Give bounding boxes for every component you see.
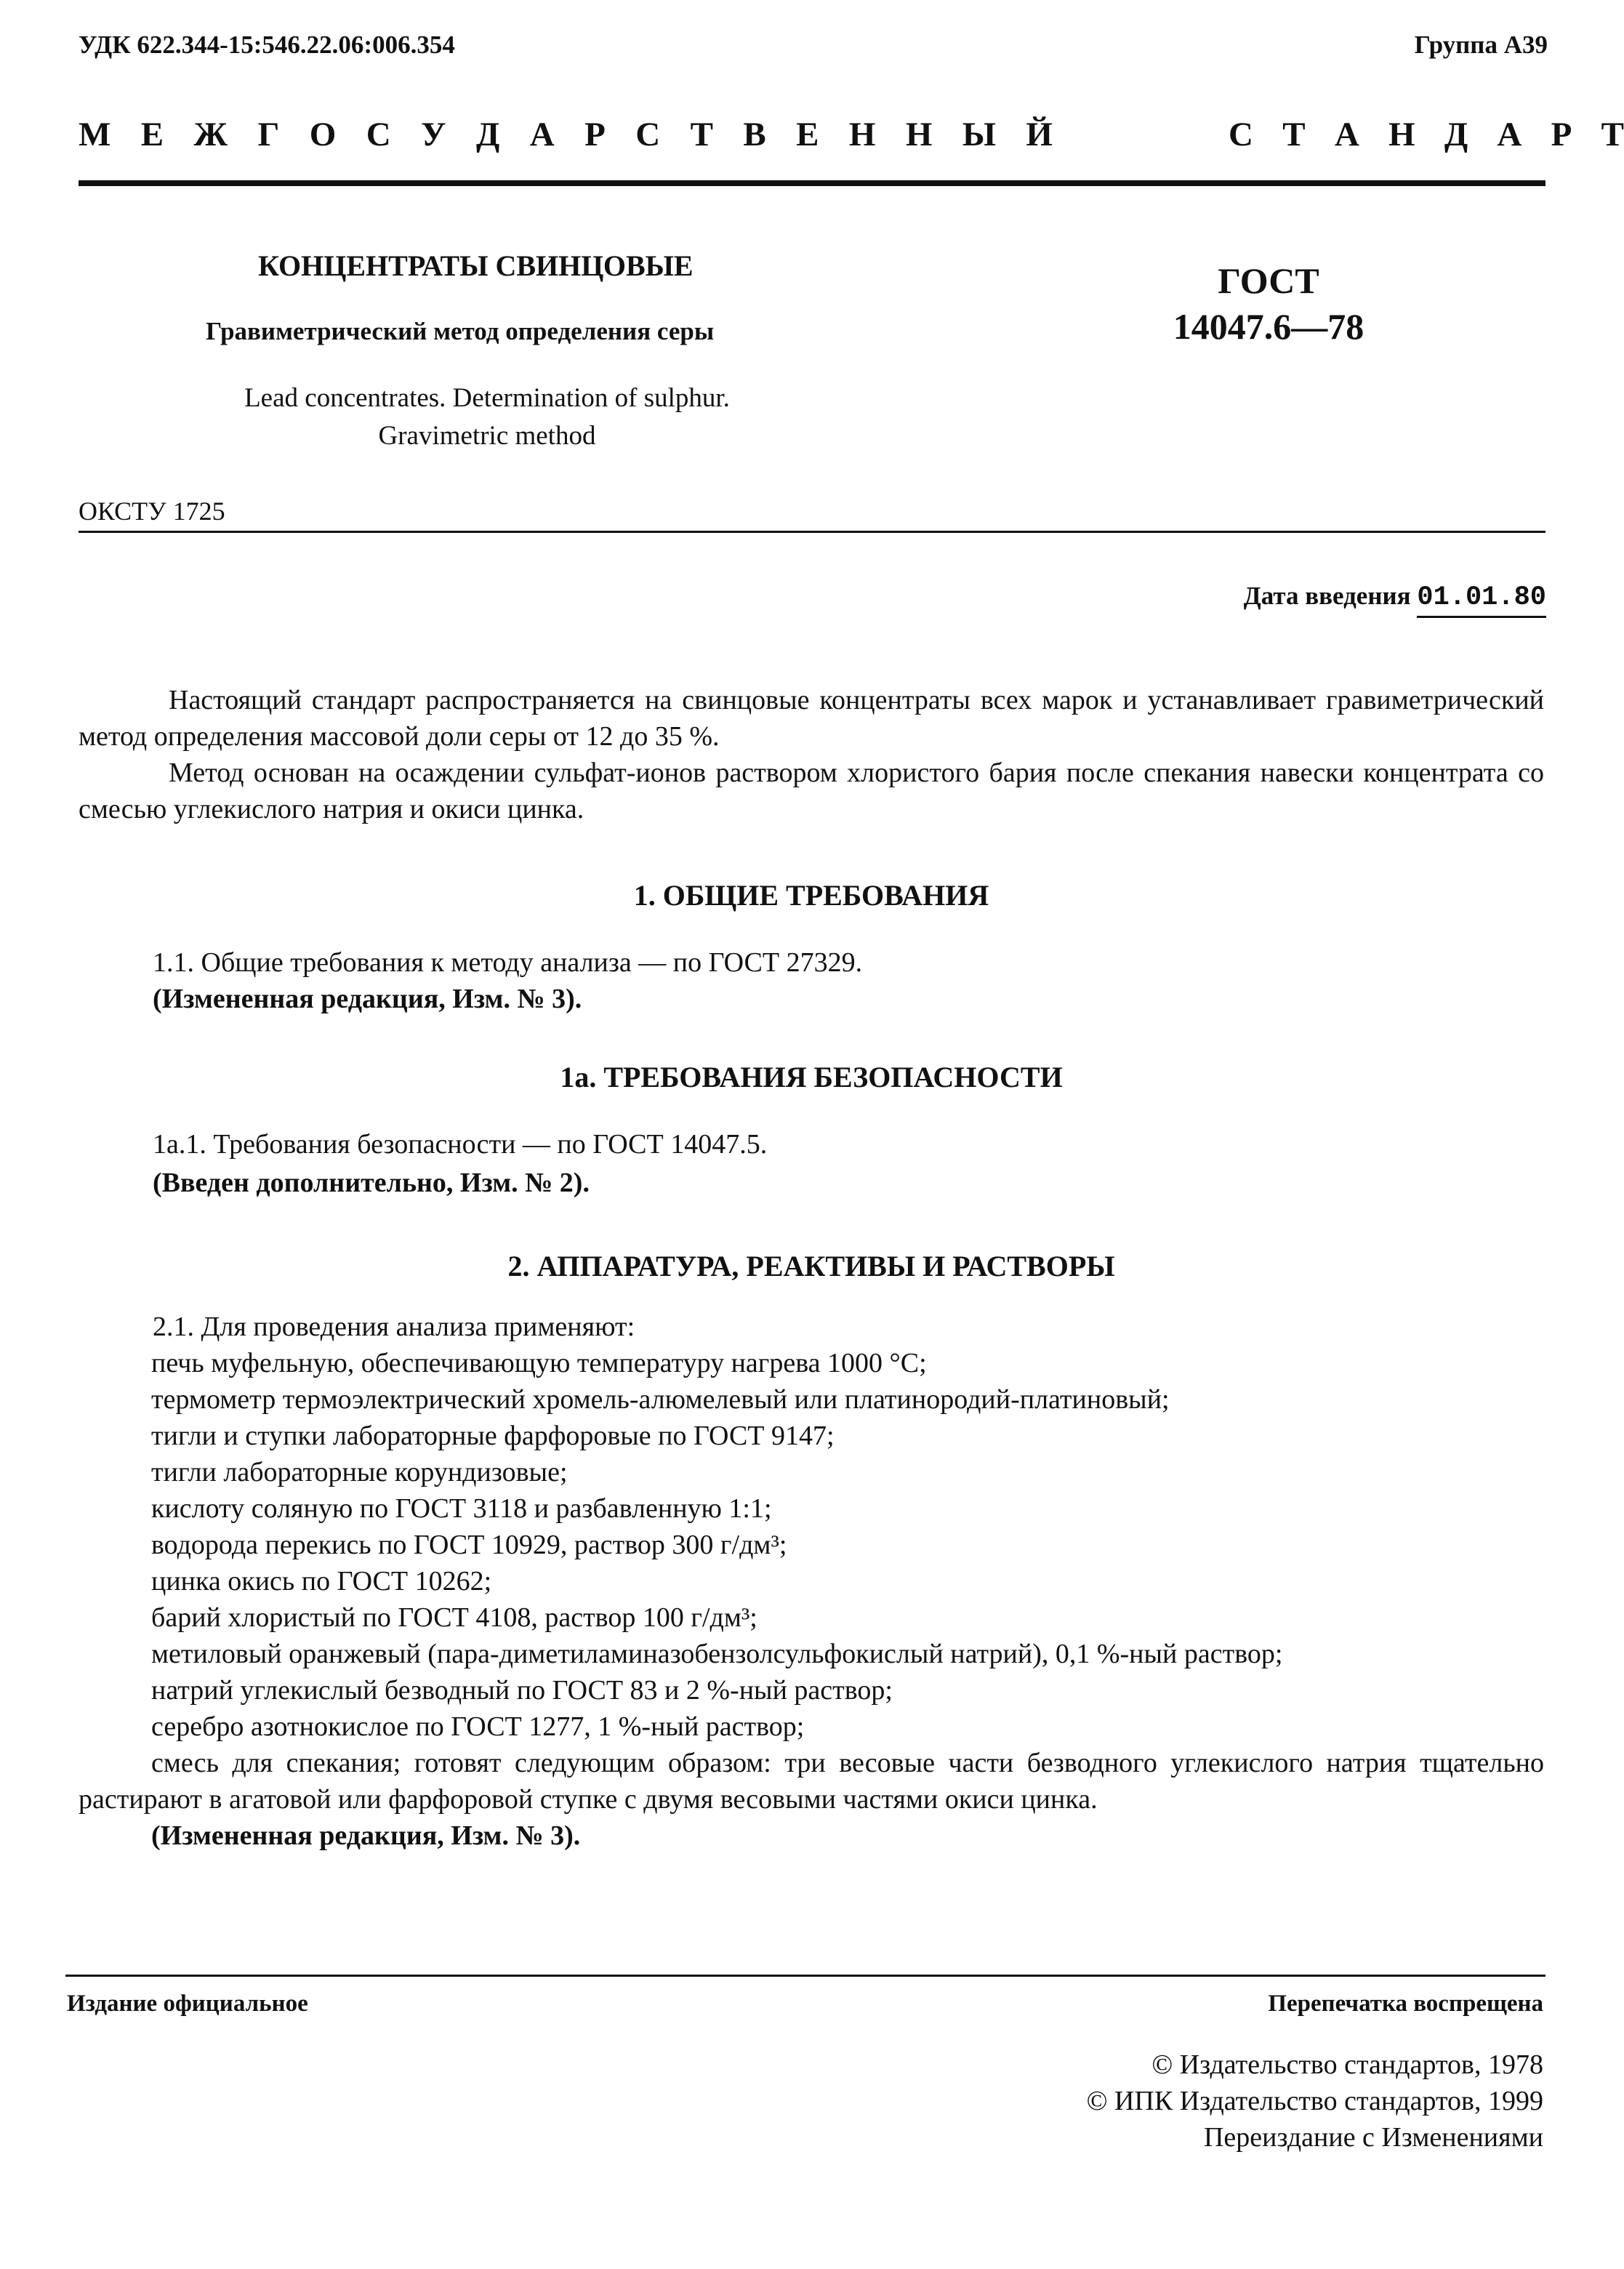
banner-letter: Д: [1444, 116, 1468, 153]
gost-number: 14047.6—78: [1173, 306, 1364, 347]
banner-letter: С: [1229, 116, 1253, 153]
banner-letter: Е: [140, 116, 164, 153]
banner-letter: С: [366, 116, 391, 153]
document-subtitle: Гравиметрический метод определения серы: [206, 317, 715, 345]
list-item: кислоту соляную по ГОСТ 3118 и разбавленную 1:1;: [151, 1493, 772, 1524]
udk-code: УДК 622.344-15:546.22.06:006.354: [79, 31, 455, 59]
banner-letter: Т: [1282, 116, 1306, 153]
reprint-prohibited-label: Перепечатка воспрещена: [1268, 1991, 1543, 2017]
english-title: [182, 379, 792, 455]
intro-paragraph-scope: Настоящий стандарт распространяется на свинцовые концентраты всех марок и устанавливает гравиметрический метод определения массовой доли серы от 12 до 35 %.: [79, 685, 1544, 752]
introduction-date: [1244, 582, 1546, 613]
okstu-rule: [79, 531, 1545, 533]
banner-letter: Е: [796, 116, 819, 153]
english-title-line1: Lead concentrates. Determination of sulphur.: [244, 383, 730, 413]
list-item: серебро азотнокислое по ГОСТ 1277, 1 %-ный раствор;: [151, 1711, 805, 1742]
list-item: печь муфельную, обеспечивающую температуру нагрева 1000 °С;: [151, 1348, 927, 1378]
section-2-heading: 2. АППАРАТУРА, РЕАКТИВЫ И РАСТВОРЫ: [507, 1250, 1115, 1282]
banner-letter: Ы: [962, 116, 996, 153]
introduction-date-label: Дата введения: [1243, 582, 1411, 610]
banner-letter: В: [743, 116, 766, 153]
banner-letter: А: [1497, 116, 1522, 153]
interstate-standard-banner: [79, 115, 1624, 158]
sintering-mixture-paragraph: смесь для спекания; готовят следующим образом: три весовые части безводного углекислого натрия тщательно растирают в агатовой или фарфоровой ступке с двумя весовыми частями окиси цинка.: [79, 1748, 1544, 1815]
banner-letter: М: [79, 116, 111, 153]
banner-letter: А: [529, 116, 555, 153]
list-item: водорода перекись по ГОСТ 10929, раствор 300 г/дм³;: [151, 1530, 787, 1560]
copyright-block: [1087, 2047, 1543, 2156]
banner-letter: А: [1334, 116, 1359, 153]
okstu-code: ОКСТУ 1725: [79, 497, 225, 526]
banner-letter: Н: [905, 116, 933, 153]
section-1-heading: 1. ОБЩИЕ ТРЕБОВАНИЯ: [633, 879, 989, 912]
list-item: барий хлористый по ГОСТ 4108, раствор 100 г/дм³;: [151, 1602, 757, 1633]
copyright-line-1999: © ИПК Издательство стандартов, 1999: [1086, 2086, 1543, 2116]
section-1a-heading: 1а. ТРЕБОВАНИЯ БЕЗОПАСНОСТИ: [560, 1061, 1063, 1093]
list-item: тигли и ступки лабораторные фарфоровые по ГОСТ 9147;: [151, 1421, 835, 1451]
banner-letter: Т: [690, 116, 713, 153]
banner-letter: Д: [475, 116, 500, 153]
banner-letter: Р: [584, 116, 606, 153]
list-item: метиловый оранжевый (пара-диметиламиназобензолсульфокислый натрий), 0,1 %-ный раствор;: [151, 1639, 1283, 1669]
section-2-amendment: (Измененная редакция, Изм. № 3).: [151, 1820, 581, 1851]
section-2-list: [79, 1309, 1544, 1854]
banner-letter: Ж: [193, 116, 228, 153]
gost-label: ГОСТ: [1218, 260, 1319, 301]
section-2-intro: 2.1. Для проведения анализа применяют:: [153, 1312, 635, 1342]
list-item: натрий углекислый безводный по ГОСТ 83 и 2 %-ный раствор;: [151, 1675, 893, 1706]
introduction: [79, 682, 1544, 827]
banner-letter: О: [309, 116, 337, 153]
banner-word-standard: [1229, 115, 1624, 154]
banner-letter: С: [635, 116, 661, 153]
document-title: КОНЦЕНТРАТЫ СВИНЦОВЫЕ: [258, 249, 694, 282]
group-code: Группа А39: [1414, 31, 1548, 59]
banner-letter: Р: [1551, 116, 1572, 153]
banner-letter: Н: [1388, 116, 1415, 153]
section-1a-item: 1а.1. Требования безопасности — по ГОСТ 14047.5.: [153, 1129, 768, 1160]
list-item: тигли лабораторные корундизовые;: [151, 1457, 568, 1487]
banner-letter: Г: [257, 116, 280, 153]
copyright-line-1978: © Издательство стандартов, 1978: [1151, 2049, 1543, 2080]
banner-letter: У: [421, 116, 446, 153]
list-item: цинка окись по ГОСТ 10262;: [151, 1566, 492, 1597]
intro-paragraph-method: Метод основан на осаждении сульфат-ионов раствором хлористого бария после спекания навески концентрата со смесью углекислого натрия и окиси цинка.: [79, 758, 1544, 824]
banner-word-interstate: [79, 115, 1053, 154]
banner-letter: Й: [1026, 116, 1053, 153]
header-rule: [79, 180, 1545, 186]
official-edition-label: Издание официальное: [67, 1991, 308, 2017]
banner-letter: Т: [1601, 116, 1624, 153]
introduction-date-value: 01.01.80: [1417, 582, 1546, 618]
section-1a-amendment: (Введен дополнительно, Изм. № 2).: [153, 1168, 590, 1198]
list-item: термометр термоэлектрический хромель-алюмелевый или платинородий-платиновый;: [151, 1384, 1170, 1415]
section-1-amendment: (Измененная редакция, Изм. № 3).: [153, 984, 582, 1014]
english-title-line2: Gravimetric method: [378, 421, 596, 451]
reissue-note: Переиздание с Изменениями: [1203, 2122, 1543, 2153]
footer-rule: [65, 1975, 1545, 1977]
banner-letter: Н: [848, 116, 876, 153]
section-1-item: 1.1. Общие требования к методу анализа — по ГОСТ 27329.: [153, 947, 863, 978]
